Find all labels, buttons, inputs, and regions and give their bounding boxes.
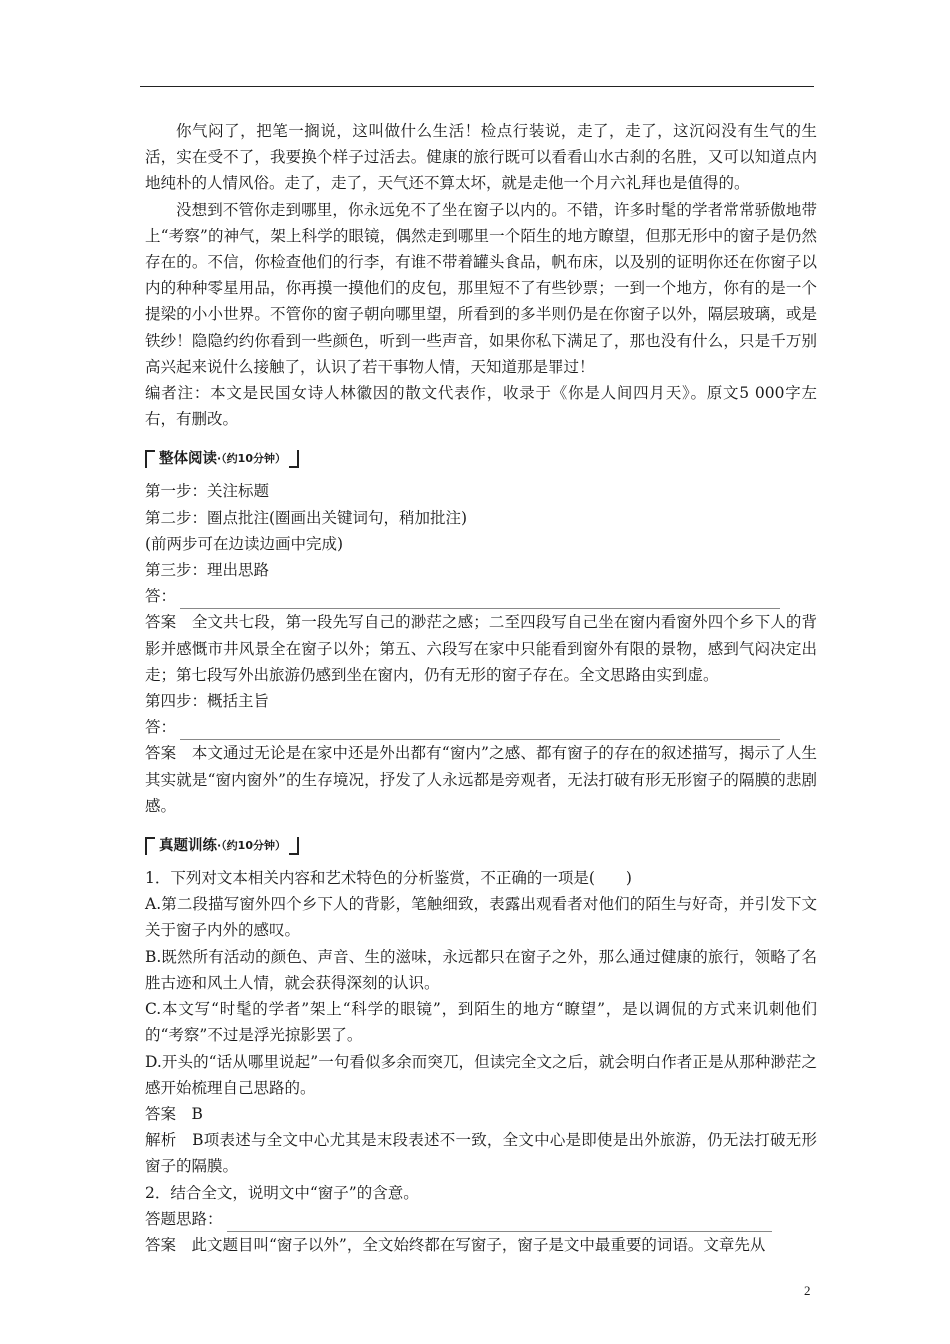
question-1-answer: 答案 B	[145, 1104, 203, 1123]
paragraph-window: 没想到不管你走到哪里，你永远免不了坐在窗子以内的。不错，许多时髦的学者常常骄傲地带上“考察”的神气，架上科学的眼镜，偶然走到哪里一个陌生的地方瞭望，但那无形中的窗子是仍然存在的。不信，你检查他们的行李，有谁不带着罐头食品，帆布床，以及别的证明你还在你窗子以内的种种零星用品，你再摸一摸他们的皮包，那里短不了有些钞票；一到一个地方，你有的是一个提梁的小小世界。不管你的窗子朝向哪里望，所看到的多半则仍是在你窗子以外，隔层玻璃，或是铁纱！隐隐约约你看到一些颜色，听到一些声音，如果你私下满足了，那也没有什么，只是千万别高兴起来说什么接触了，认识了若干事物人情，天知道那是罪过！	[145, 200, 817, 376]
answer-step-3: 答案 全文共七段，第一段先写自己的渺茫之感；二至四段写自己坐在窗内看窗外四个乡下人的背影并感慨市井风景全在窗子以外；第五、六段写在家中只能看到窗外有限的景物，感到气闷决定出走；第七段写外出旅游仍感到坐在窗内，仍有无形的窗子存在。全文思路由实到虚。	[145, 613, 817, 684]
answer-step-4: 答案 本文通过无论是在家中还是外出都有“窗内”之感、都有窗子的存在的叙述描写，揭示了人生其实就是“窗内窗外”的生存境况，抒发了人永远都是旁观者，无法打破有形无形窗子的隔膜的悲剧感。	[145, 744, 817, 815]
header-rule	[140, 86, 814, 87]
bracket-close-icon	[289, 450, 299, 468]
section-heading-practice	[145, 833, 817, 859]
question-2-answer: 答案 此文题目叫“窗子以外”，全文始终都在写窗子，窗子是文中最重要的词语。文章先从	[145, 1235, 766, 1254]
step-2: 第二步：圈点批注(圈画出关键词句，稍加批注)	[145, 508, 468, 527]
answer-prompt: 答：	[145, 718, 177, 737]
step-1: 第一步：关注标题	[145, 482, 270, 501]
question-2: 2．结合全文，说明文中“窗子”的含意。	[145, 1183, 419, 1202]
page-number: 2	[804, 1283, 811, 1298]
section-heading-overall-reading	[145, 446, 817, 472]
step-4: 第四步：概括主旨	[145, 692, 270, 711]
step-3: 第三步：理出思路	[145, 561, 270, 580]
bracket-open-icon	[145, 450, 155, 468]
option-c: C.本文写“时髦的学者”架上“科学的眼镜”，到陌生的地方“瞭望”，是以调侃的方式来讥刺他们的“考察”不过是浮光掠影罢了。	[145, 1000, 817, 1045]
paragraph-travel: 你气闷了，把笔一搁说，这叫做什么生活！检点行装说，走了，走了，这沉闷没有生气的生活，实在受不了，我要换个样子过活去。健康的旅行既可以看看山水古刹的名胜，又可以知道点内地纯朴的人情风俗。走了，走了，天气还不算太坏，就是走他一个月六礼拜也是值得的。	[145, 122, 817, 193]
editor-note: 编者注：本文是民国女诗人林徽因的散文代表作，收录于《你是人间四月天》。原文5 000字左右，有删改。	[145, 384, 817, 429]
bracket-open-icon	[145, 837, 155, 855]
option-d: D.开头的“话从哪里说起”一句看似多余而突兀，但读完全文之后，就会明白作者正是从那种渺茫之感开始梳理自己思路的。	[145, 1052, 817, 1097]
answer-prompt: 答题思路：	[145, 1209, 223, 1228]
answer-blank[interactable]	[180, 590, 780, 609]
bracket-close-icon	[289, 837, 299, 855]
answer-line-step-4	[145, 714, 817, 740]
answer-blank[interactable]	[180, 721, 780, 740]
answer-prompt: 答：	[145, 587, 177, 606]
question-1-analysis: 解析 B项表述与全文中心尤其是末段表述不一致，全文中心是即使是出外旅游，仍无法打破无形窗子的隔膜。	[145, 1131, 817, 1176]
document-body	[145, 118, 817, 1258]
question-1: 1．下列对文本相关内容和艺术特色的分析鉴赏，不正确的一项是( )	[145, 869, 632, 888]
option-b: B.既然所有活动的颜色、声音、生的滋味，永远都只在窗子之外，那么通过健康的旅行，领略了名胜古迹和风土人情，就会获得深刻的认识。	[145, 947, 817, 992]
section-time: ·（约10分钟）	[217, 838, 286, 852]
section-title: 真题训练	[159, 837, 217, 854]
section-title: 整体阅读	[159, 451, 217, 468]
answer-line-step-3	[145, 583, 817, 609]
answer-blank[interactable]	[227, 1213, 772, 1232]
step-2-note: (前两步可在边读边画中完成)	[145, 534, 344, 553]
answer-line-question-2	[145, 1206, 817, 1232]
option-a: A.第二段描写窗外四个乡下人的背影，笔触细致，表露出观看者对他们的陌生与好奇，并引发下文关于窗子内外的感叹。	[145, 895, 817, 940]
section-time: ·（约10分钟）	[217, 452, 286, 466]
